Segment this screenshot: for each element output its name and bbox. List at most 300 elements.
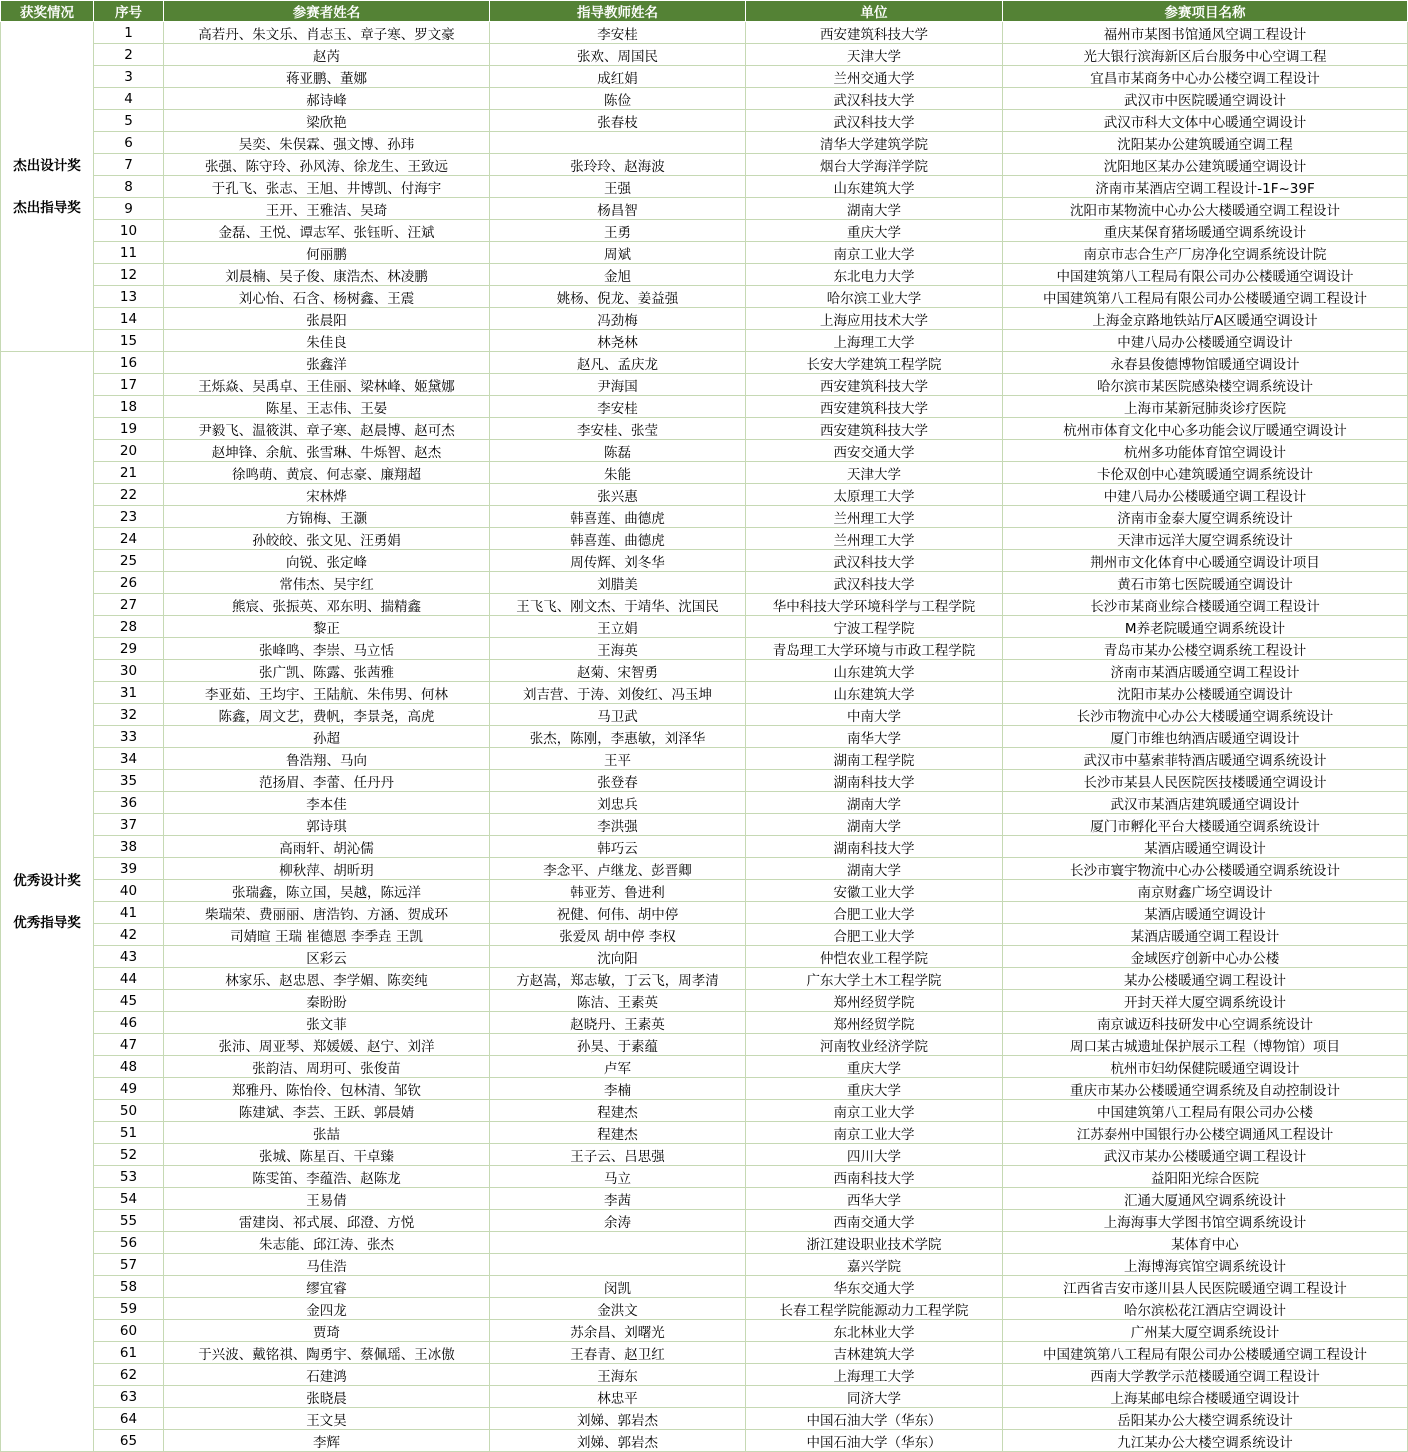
project-name: 江苏泰州中国银行办公楼空调通风工程设计: [1003, 1122, 1408, 1144]
project-name: 济南市某酒店空调工程设计-1F~39F: [1003, 176, 1408, 198]
participants: 孙皎皎、张文见、汪勇娟: [164, 528, 490, 550]
institution: 湖南大学: [746, 858, 1003, 880]
participants: 缪宜睿: [164, 1276, 490, 1298]
participants: 高雨轩、胡沁儒: [164, 836, 490, 858]
institution: 南京工业大学: [746, 1100, 1003, 1122]
project-name: 长沙市某县人民医院医技楼暖通空调设计: [1003, 770, 1408, 792]
project-name: 中国建筑第八工程局有限公司办公楼暖通空调设计: [1003, 264, 1408, 286]
advisors: 杨昌智: [490, 198, 746, 220]
advisors: 张玲玲、赵海波: [490, 154, 746, 176]
row-index: 56: [94, 1232, 164, 1254]
row-index: 47: [94, 1034, 164, 1056]
table-row: [1, 550, 1408, 572]
institution: 西华大学: [746, 1188, 1003, 1210]
advisors: 陈洁、王素英: [490, 990, 746, 1012]
institution: 武汉科技大学: [746, 110, 1003, 132]
row-index: 6: [94, 132, 164, 154]
advisors: 程建杰: [490, 1100, 746, 1122]
table-row: [1, 792, 1408, 814]
participants: 石建鸿: [164, 1364, 490, 1386]
institution: 吉林建筑大学: [746, 1342, 1003, 1364]
advisors: 韩巧云: [490, 836, 746, 858]
project-name: 上海市某新冠肺炎诊疗医院: [1003, 396, 1408, 418]
project-name: 永春县俊德博物馆暖通空调设计: [1003, 352, 1408, 374]
institution: 武汉科技大学: [746, 572, 1003, 594]
row-index: 58: [94, 1276, 164, 1298]
advisors: 韩喜莲、曲德虎: [490, 528, 746, 550]
row-index: 48: [94, 1056, 164, 1078]
table-row: [1, 22, 1408, 44]
participants: 林家乐、赵忠恩、李学媚、陈奕纯: [164, 968, 490, 990]
institution: 西安建筑科技大学: [746, 418, 1003, 440]
institution: 四川大学: [746, 1144, 1003, 1166]
project-name: 开封天祥大厦空调系统设计: [1003, 990, 1408, 1012]
row-index: 27: [94, 594, 164, 616]
participants: 陈鑫，周文艺，费帆，李景尧，高虎: [164, 704, 490, 726]
project-name: 长沙市某商业综合楼暖通空调工程设计: [1003, 594, 1408, 616]
table-row: [1, 1056, 1408, 1078]
participants: 蒋亚鹏、董娜: [164, 66, 490, 88]
project-name: 某酒店暖通空调设计: [1003, 836, 1408, 858]
participants: 金磊、王悦、谭志军、张钰昕、汪斌: [164, 220, 490, 242]
table-row: [1, 924, 1408, 946]
advisors: 金旭: [490, 264, 746, 286]
table-row: [1, 396, 1408, 418]
row-index: 10: [94, 220, 164, 242]
project-name: 重庆某保育猪场暖通空调系统设计: [1003, 220, 1408, 242]
project-name: 济南市金泰大厦空调系统设计: [1003, 506, 1408, 528]
participants: 张晨阳: [164, 308, 490, 330]
institution: 西安交通大学: [746, 440, 1003, 462]
participants: 陈星、王志伟、王晏: [164, 396, 490, 418]
advisors: 朱能: [490, 462, 746, 484]
row-index: 15: [94, 330, 164, 352]
participants: 向锐、张定峰: [164, 550, 490, 572]
advisors: 李念平、卢继龙、彭晋卿: [490, 858, 746, 880]
project-name: 上海某邮电综合楼暖通空调设计: [1003, 1386, 1408, 1408]
advisors: 韩喜莲、曲德虎: [490, 506, 746, 528]
institution: 浙江建设职业技术学院: [746, 1232, 1003, 1254]
table-row: [1, 528, 1408, 550]
participants: 司婧暄 王瑞 崔德恩 李季垚 王凯: [164, 924, 490, 946]
row-index: 21: [94, 462, 164, 484]
project-name: 厦门市孵化平台大楼暖通空调系统设计: [1003, 814, 1408, 836]
row-index: 65: [94, 1430, 164, 1452]
advisors: 李茜: [490, 1188, 746, 1210]
table-row: [1, 1254, 1408, 1276]
project-name: 某体育中心: [1003, 1232, 1408, 1254]
award-category: [1, 22, 94, 352]
table-row: [1, 638, 1408, 660]
table-row: [1, 462, 1408, 484]
participants: 何丽鹏: [164, 242, 490, 264]
table-row: [1, 220, 1408, 242]
institution: 天津大学: [746, 462, 1003, 484]
project-name: 周口某古城遗址保护展示工程（博物馆）项目: [1003, 1034, 1408, 1056]
row-index: 9: [94, 198, 164, 220]
participants: 张文菲: [164, 1012, 490, 1034]
participants: 尹毅飞、温筱淇、章子寒、赵晨博、赵可杰: [164, 418, 490, 440]
advisors: 金洪文: [490, 1298, 746, 1320]
table-row: [1, 506, 1408, 528]
advisors: 王勇: [490, 220, 746, 242]
row-index: 55: [94, 1210, 164, 1232]
table-row: [1, 1210, 1408, 1232]
row-index: 12: [94, 264, 164, 286]
institution: 东北电力大学: [746, 264, 1003, 286]
table-row: [1, 594, 1408, 616]
advisors: 王海东: [490, 1364, 746, 1386]
project-name: 济南市某酒店暖通空调工程设计: [1003, 660, 1408, 682]
project-name: 天津市远洋大厦空调系统设计: [1003, 528, 1408, 550]
participants: 张晓晨: [164, 1386, 490, 1408]
institution: 太原理工大学: [746, 484, 1003, 506]
row-index: 5: [94, 110, 164, 132]
row-index: 11: [94, 242, 164, 264]
institution: 兰州交通大学: [746, 66, 1003, 88]
table-row: [1, 1122, 1408, 1144]
participants: 郝诗峰: [164, 88, 490, 110]
institution: 河南牧业经济学院: [746, 1034, 1003, 1056]
row-index: 49: [94, 1078, 164, 1100]
advisors: 刘腊美: [490, 572, 746, 594]
table-row: [1, 110, 1408, 132]
project-name: 某酒店暖通空调设计: [1003, 902, 1408, 924]
table-row: [1, 1166, 1408, 1188]
participants: 王易倩: [164, 1188, 490, 1210]
advisors: 闵凯: [490, 1276, 746, 1298]
project-name: 岳阳某办公大楼空调系统设计: [1003, 1408, 1408, 1430]
table-row: [1, 484, 1408, 506]
row-index: 29: [94, 638, 164, 660]
participants: 张峰鸣、李崇、马立恬: [164, 638, 490, 660]
institution: 兰州理工大学: [746, 528, 1003, 550]
project-name: 哈尔滨松花江酒店空调设计: [1003, 1298, 1408, 1320]
advisors: 陈俭: [490, 88, 746, 110]
project-name: 中建八局办公楼暖通空调设计: [1003, 330, 1408, 352]
table-row: [1, 1232, 1408, 1254]
institution: 华中科技大学环境科学与工程学院: [746, 594, 1003, 616]
table-row: [1, 154, 1408, 176]
institution: 西安建筑科技大学: [746, 374, 1003, 396]
project-name: 沈阳市某办公楼暖通空调设计: [1003, 682, 1408, 704]
table-row: [1, 858, 1408, 880]
participants: 赵坤锋、余航、张雪琳、牛烁智、赵杰: [164, 440, 490, 462]
institution: 重庆大学: [746, 1056, 1003, 1078]
table-row: [1, 286, 1408, 308]
header-row: [1, 1, 1408, 22]
advisors: 王强: [490, 176, 746, 198]
table-row: [1, 44, 1408, 66]
row-index: 61: [94, 1342, 164, 1364]
header-index: 序号: [94, 1, 164, 22]
participants: 方锦梅、王灏: [164, 506, 490, 528]
row-index: 37: [94, 814, 164, 836]
institution: 长安大学建筑工程学院: [746, 352, 1003, 374]
institution: 嘉兴学院: [746, 1254, 1003, 1276]
institution: 长春工程学院能源动力工程学院: [746, 1298, 1003, 1320]
table-row: [1, 1430, 1408, 1452]
participants: 张广凯、陈露、张茜雅: [164, 660, 490, 682]
project-name: 武汉市某酒店建筑暖通空调设计: [1003, 792, 1408, 814]
participants: 陈雯笛、李蕴浩、赵陈龙: [164, 1166, 490, 1188]
project-name: 福州市某图书馆通风空调工程设计: [1003, 22, 1408, 44]
project-name: 某办公楼暖通空调工程设计: [1003, 968, 1408, 990]
table-row: [1, 1364, 1408, 1386]
row-index: 53: [94, 1166, 164, 1188]
row-index: 22: [94, 484, 164, 506]
project-name: 荆州市文化体育中心暖通空调设计项目: [1003, 550, 1408, 572]
row-index: 59: [94, 1298, 164, 1320]
advisors: 王春青、赵卫红: [490, 1342, 746, 1364]
table-row: [1, 440, 1408, 462]
advisors: 张登春: [490, 770, 746, 792]
row-index: 31: [94, 682, 164, 704]
table-row: [1, 176, 1408, 198]
institution: 东北林业大学: [746, 1320, 1003, 1342]
institution: 烟台大学海洋学院: [746, 154, 1003, 176]
institution: 兰州理工大学: [746, 506, 1003, 528]
table-row: [1, 572, 1408, 594]
advisors: 刘忠兵: [490, 792, 746, 814]
table-row: [1, 330, 1408, 352]
advisors: 赵凡、孟庆龙: [490, 352, 746, 374]
project-name: 江西省吉安市遂川县人民医院暖通空调工程设计: [1003, 1276, 1408, 1298]
participants: 吴奕、朱俣霖、强文博、孙玮: [164, 132, 490, 154]
advisors: 刘吉营、于涛、刘俊红、冯玉坤: [490, 682, 746, 704]
advisors: 尹海国: [490, 374, 746, 396]
participants: 宋林烨: [164, 484, 490, 506]
institution: 中国石油大学（华东）: [746, 1408, 1003, 1430]
project-name: 南京诚迈科技研发中心空调系统设计: [1003, 1012, 1408, 1034]
project-name: 武汉市科大文体中心暖通空调设计: [1003, 110, 1408, 132]
participants: 赵芮: [164, 44, 490, 66]
institution: 中南大学: [746, 704, 1003, 726]
project-name: 中国建筑第八工程局有限公司办公楼暖通空调工程设计: [1003, 286, 1408, 308]
project-name: 杭州多功能体育馆空调设计: [1003, 440, 1408, 462]
header-award: 获奖情况: [1, 1, 94, 22]
project-name: 武汉市中墓索菲特酒店暖通空调系统设计: [1003, 748, 1408, 770]
project-name: 青岛市某办公楼空调系统工程设计: [1003, 638, 1408, 660]
advisors: 李楠: [490, 1078, 746, 1100]
participants: 雷建岗、祁式展、邱澄、方悦: [164, 1210, 490, 1232]
participants: 张沛、周亚琴、郑媛媛、赵宁、刘洋: [164, 1034, 490, 1056]
project-name: 沈阳某办公建筑暖通空调工程: [1003, 132, 1408, 154]
row-index: 23: [94, 506, 164, 528]
participants: 孙超: [164, 726, 490, 748]
institution: 合肥工业大学: [746, 902, 1003, 924]
advisors: 刘娣、郭岩杰: [490, 1430, 746, 1452]
table-row: [1, 66, 1408, 88]
participants: 于兴波、戴铭祺、陶勇宇、蔡佩瑶、王冰傲: [164, 1342, 490, 1364]
participants: 王文昊: [164, 1408, 490, 1430]
project-name: 黄石市第七医院暖通空调设计: [1003, 572, 1408, 594]
institution: 南华大学: [746, 726, 1003, 748]
advisors: 沈向阳: [490, 946, 746, 968]
participants: 张韵洁、周玥可、张俊苗: [164, 1056, 490, 1078]
institution: 合肥工业大学: [746, 924, 1003, 946]
project-name: 九江某办公大楼空调系统设计: [1003, 1430, 1408, 1452]
row-index: 20: [94, 440, 164, 462]
institution: 郑州经贸学院: [746, 1012, 1003, 1034]
project-name: 重庆市某办公楼暖通空调系统及自动控制设计: [1003, 1078, 1408, 1100]
institution: 南京工业大学: [746, 1122, 1003, 1144]
table-row: [1, 836, 1408, 858]
advisors: 成红娟: [490, 66, 746, 88]
table-row: [1, 1100, 1408, 1122]
table-row: [1, 374, 1408, 396]
header-institution: 单位: [746, 1, 1003, 22]
participants: 秦盼盼: [164, 990, 490, 1012]
row-index: 35: [94, 770, 164, 792]
advisors: 李洪强: [490, 814, 746, 836]
table-row: [1, 242, 1408, 264]
institution: 青岛理工大学环境与市政工程学院: [746, 638, 1003, 660]
table-row: [1, 198, 1408, 220]
advisors: 张爱凤 胡中停 李权: [490, 924, 746, 946]
participants: 高若丹、朱文乐、肖志玉、章子寒、罗文豪: [164, 22, 490, 44]
row-index: 32: [94, 704, 164, 726]
table-row: [1, 1298, 1408, 1320]
institution: 上海应用技术大学: [746, 308, 1003, 330]
advisors: 冯劲梅: [490, 308, 746, 330]
institution: 湖南科技大学: [746, 836, 1003, 858]
institution: 湖南大学: [746, 198, 1003, 220]
institution: 清华大学建筑学院: [746, 132, 1003, 154]
table-row: [1, 814, 1408, 836]
row-index: 28: [94, 616, 164, 638]
advisors: 王子云、吕思强: [490, 1144, 746, 1166]
table-row: [1, 1078, 1408, 1100]
row-index: 41: [94, 902, 164, 924]
row-index: 57: [94, 1254, 164, 1276]
institution: 西安建筑科技大学: [746, 396, 1003, 418]
institution: 同济大学: [746, 1386, 1003, 1408]
advisors: 韩亚芳、鲁进利: [490, 880, 746, 902]
row-index: 1: [94, 22, 164, 44]
project-name: 汇通大厦通风空调系统设计: [1003, 1188, 1408, 1210]
project-name: 沈阳市某物流中心办公大楼暖通空调工程设计: [1003, 198, 1408, 220]
project-name: 武汉市某办公楼暖通空调工程设计: [1003, 1144, 1408, 1166]
project-name: 宜昌市某商务中心办公楼空调工程设计: [1003, 66, 1408, 88]
table-row: [1, 88, 1408, 110]
participants: 徐鸣萌、黄宸、何志豪、廉翔超: [164, 462, 490, 484]
advisors: 周斌: [490, 242, 746, 264]
participants: 柴瑞荣、费丽丽、唐浩钧、方涵、贺成环: [164, 902, 490, 924]
row-index: 4: [94, 88, 164, 110]
table-row: [1, 1188, 1408, 1210]
project-name: 金域医疗创新中心办公楼: [1003, 946, 1408, 968]
project-name: 杭州市体育文化中心多功能会议厅暖通空调设计: [1003, 418, 1408, 440]
project-name: 某酒店暖通空调工程设计: [1003, 924, 1408, 946]
participants: 李辉: [164, 1430, 490, 1452]
table-row: [1, 880, 1408, 902]
project-name: 上海金京路地铁站厅A区暖通空调设计: [1003, 308, 1408, 330]
table-row: [1, 132, 1408, 154]
row-index: 30: [94, 660, 164, 682]
row-index: 51: [94, 1122, 164, 1144]
project-name: 长沙市物流中心办公大楼暖通空调系统设计: [1003, 704, 1408, 726]
row-index: 42: [94, 924, 164, 946]
participants: 郭诗琪: [164, 814, 490, 836]
participants: 张鑫洋: [164, 352, 490, 374]
project-name: 中国建筑第八工程局有限公司办公楼暖通空调工程设计: [1003, 1342, 1408, 1364]
award-category-line: 杰出指导奖: [13, 199, 81, 216]
table-row: [1, 770, 1408, 792]
participants: 李亚茹、王均宇、王陆航、朱伟男、何林: [164, 682, 490, 704]
row-index: 8: [94, 176, 164, 198]
advisors: 赵菊、宋智勇: [490, 660, 746, 682]
advisors: 余涛: [490, 1210, 746, 1232]
row-index: 25: [94, 550, 164, 572]
advisors: [490, 1254, 746, 1276]
institution: 重庆大学: [746, 220, 1003, 242]
project-name: 哈尔滨市某医院感染楼空调系统设计: [1003, 374, 1408, 396]
institution: 仲恺农业工程学院: [746, 946, 1003, 968]
award-category-line: 优秀指导奖: [13, 914, 81, 931]
advisors: 张兴惠: [490, 484, 746, 506]
row-index: 16: [94, 352, 164, 374]
row-index: 50: [94, 1100, 164, 1122]
institution: 上海理工大学: [746, 330, 1003, 352]
advisors: 祝健、何伟、胡中停: [490, 902, 746, 924]
participants: 张强、陈守玲、孙风涛、徐龙生、王致远: [164, 154, 490, 176]
participants: 常伟杰、吴宇红: [164, 572, 490, 594]
institution: 山东建筑大学: [746, 682, 1003, 704]
advisors: 马立: [490, 1166, 746, 1188]
project-name: 卡伦双创中心建筑暖通空调系统设计: [1003, 462, 1408, 484]
row-index: 60: [94, 1320, 164, 1342]
institution: 广东大学土木工程学院: [746, 968, 1003, 990]
row-index: 39: [94, 858, 164, 880]
project-name: 广州某大厦空调系统设计: [1003, 1320, 1408, 1342]
award-category-line: 优秀设计奖: [13, 872, 81, 889]
row-index: 36: [94, 792, 164, 814]
institution: 武汉科技大学: [746, 550, 1003, 572]
row-index: 13: [94, 286, 164, 308]
advisors: 李安桂: [490, 22, 746, 44]
table-row: [1, 308, 1408, 330]
table-row: [1, 682, 1408, 704]
row-index: 19: [94, 418, 164, 440]
participants: 梁欣艳: [164, 110, 490, 132]
institution: 上海理工大学: [746, 1364, 1003, 1386]
project-name: 南京市志合生产厂房净化空调系统设计院: [1003, 242, 1408, 264]
row-index: 38: [94, 836, 164, 858]
table-row: [1, 968, 1408, 990]
table-row: [1, 990, 1408, 1012]
row-index: 24: [94, 528, 164, 550]
institution: 湖南大学: [746, 792, 1003, 814]
institution: 西南科技大学: [746, 1166, 1003, 1188]
row-index: 43: [94, 946, 164, 968]
table-row: [1, 946, 1408, 968]
advisors: 陈磊: [490, 440, 746, 462]
advisors: 马卫武: [490, 704, 746, 726]
table-row: [1, 1408, 1408, 1430]
advisors: 周传辉、刘冬华: [490, 550, 746, 572]
institution: 郑州经贸学院: [746, 990, 1003, 1012]
award-category-line: 杰出设计奖: [13, 157, 81, 174]
advisors: 王海英: [490, 638, 746, 660]
row-index: 2: [94, 44, 164, 66]
institution: 重庆大学: [746, 1078, 1003, 1100]
institution: 湖南大学: [746, 814, 1003, 836]
advisors: [490, 1232, 746, 1254]
table-row: [1, 1144, 1408, 1166]
row-index: 45: [94, 990, 164, 1012]
table-row: [1, 1320, 1408, 1342]
